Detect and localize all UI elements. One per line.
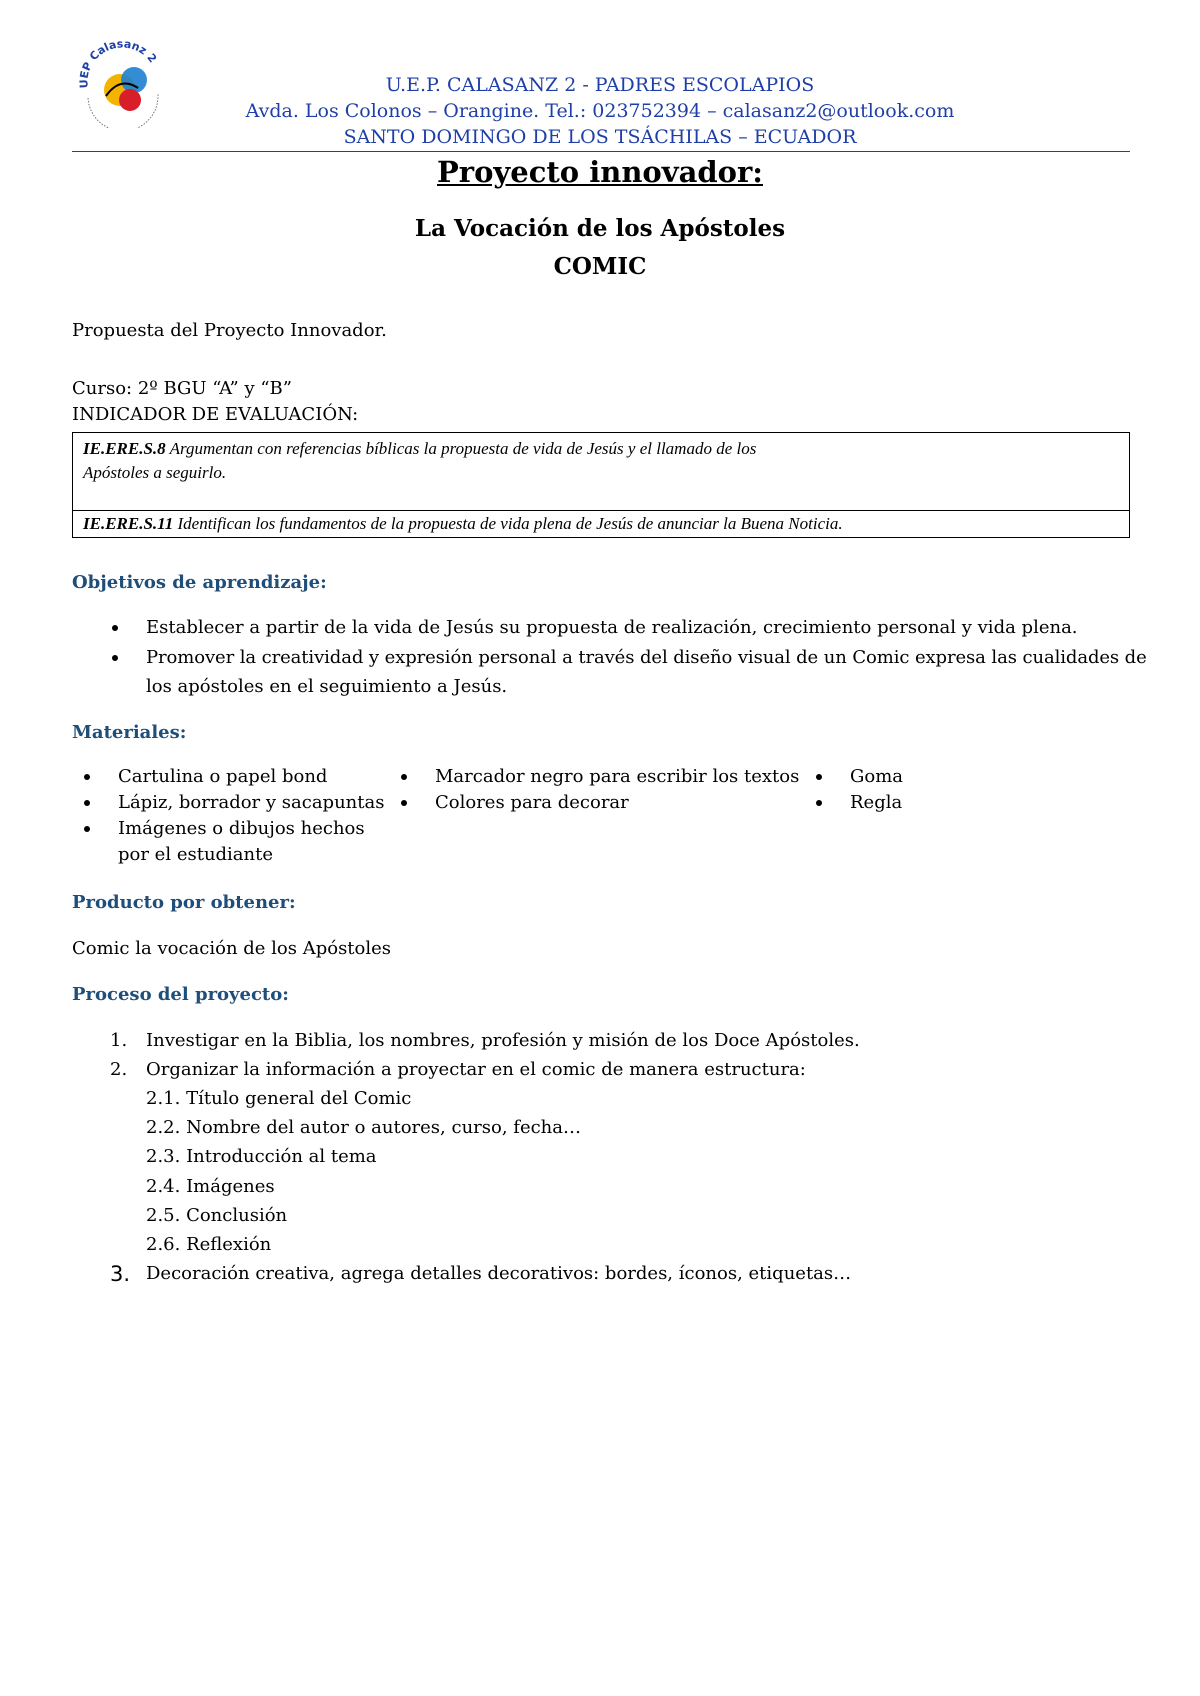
process-substep: 2.4. Imágenes bbox=[146, 1176, 275, 1197]
process-heading: Proceso del proyecto: bbox=[72, 984, 289, 1005]
material-item: Colores para decorar bbox=[435, 792, 629, 813]
project-type: COMIC bbox=[553, 253, 647, 280]
material-item: Cartulina o papel bond bbox=[118, 766, 328, 787]
material-item: Goma bbox=[850, 766, 904, 787]
header-location: SANTO DOMINGO DE LOS TSÁCHILAS – ECUADOR bbox=[343, 126, 857, 148]
bullet-icon bbox=[401, 800, 407, 806]
material-item-cont: por el estudiante bbox=[118, 844, 274, 865]
materials-heading: Materiales: bbox=[72, 722, 187, 743]
svg-text:UEP Calasanz 2: UEP Calasanz 2 bbox=[77, 37, 160, 89]
process-substep: 2.6. Reflexión bbox=[146, 1234, 272, 1255]
project-subtitle: La Vocación de los Apóstoles bbox=[414, 215, 786, 242]
indicator-code: IE.ERE.S.8 bbox=[83, 439, 166, 458]
step-number: 3. bbox=[110, 1262, 131, 1286]
course-text: Curso: 2º BGU “A” y “B” bbox=[72, 378, 292, 399]
product-heading: Producto por obtener: bbox=[72, 892, 296, 913]
step-number: 1. bbox=[110, 1030, 128, 1051]
bullet-icon bbox=[112, 655, 118, 661]
process-step: Decoración creativa, agrega detalles decorativos: bordes, íconos, etiquetas… bbox=[146, 1263, 852, 1284]
page-title: Proyecto innovador: bbox=[437, 155, 763, 189]
indicator-row bbox=[73, 433, 1129, 511]
process-substep: 2.3. Introducción al tema bbox=[146, 1146, 377, 1167]
objective-item: Establecer a partir de la vida de Jesús su propuesta de realización, crecimiento personal y vida plena. bbox=[146, 617, 1078, 638]
bullet-icon bbox=[84, 774, 90, 780]
material-item: Regla bbox=[850, 792, 903, 813]
bullet-icon bbox=[84, 800, 90, 806]
bullet-icon bbox=[112, 625, 118, 631]
indicator-label: INDICADOR DE EVALUACIÓN: bbox=[72, 404, 359, 425]
bullet-icon bbox=[816, 800, 822, 806]
bullet-icon bbox=[84, 826, 90, 832]
material-item: Imágenes o dibujos hechos bbox=[118, 818, 365, 839]
bullet-icon bbox=[816, 774, 822, 780]
process-substep: 2.5. Conclusión bbox=[146, 1205, 288, 1226]
indicator-text: Identifican los fundamentos de la propuesta de vida plena de Jesús de anunciar la Buena Noticia. bbox=[177, 514, 843, 533]
material-item: Marcador negro para escribir los textos bbox=[435, 766, 800, 787]
school-logo bbox=[76, 36, 168, 128]
bullet-icon bbox=[401, 774, 407, 780]
step-number: 2. bbox=[110, 1059, 128, 1080]
product-text: Comic la vocación de los Apóstoles bbox=[72, 938, 392, 959]
objective-item: Promover la creatividad y expresión personal a través del diseño visual de un Comic expresa las cualidades de bbox=[146, 647, 1147, 668]
indicator-row bbox=[73, 511, 1129, 537]
proposal-text: Propuesta del Proyecto Innovador. bbox=[72, 320, 387, 341]
indicator-text-cont: Apóstoles a seguirlo. bbox=[83, 463, 227, 482]
objectives-heading: Objetivos de aprendizaje: bbox=[72, 572, 327, 593]
process-substep: 2.1. Título general del Comic bbox=[146, 1088, 412, 1109]
process-step: Organizar la información a proyectar en el comic de manera estructura: bbox=[146, 1059, 806, 1080]
header-school-name: U.E.P. CALASANZ 2 - PADRES ESCOLAPIOS bbox=[385, 74, 815, 96]
indicator-text: Argumentan con referencias bíblicas la propuesta de vida de Jesús y el llamado de los bbox=[169, 439, 757, 458]
material-item: Lápiz, borrador y sacapuntas bbox=[118, 792, 385, 813]
process-step: Investigar en la Biblia, los nombres, profesión y misión de los Doce Apóstoles. bbox=[146, 1030, 860, 1051]
indicator-code: IE.ERE.S.11 bbox=[83, 514, 174, 533]
header-address: Avda. Los Colonos – Orangine. Tel.: 023752394 – calasanz2@outlook.com bbox=[245, 100, 955, 122]
objective-item-cont: los apóstoles en el seguimiento a Jesús. bbox=[146, 676, 508, 697]
indicators-table bbox=[72, 432, 1130, 538]
process-substep: 2.2. Nombre del autor o autores, curso, fecha… bbox=[146, 1117, 582, 1138]
